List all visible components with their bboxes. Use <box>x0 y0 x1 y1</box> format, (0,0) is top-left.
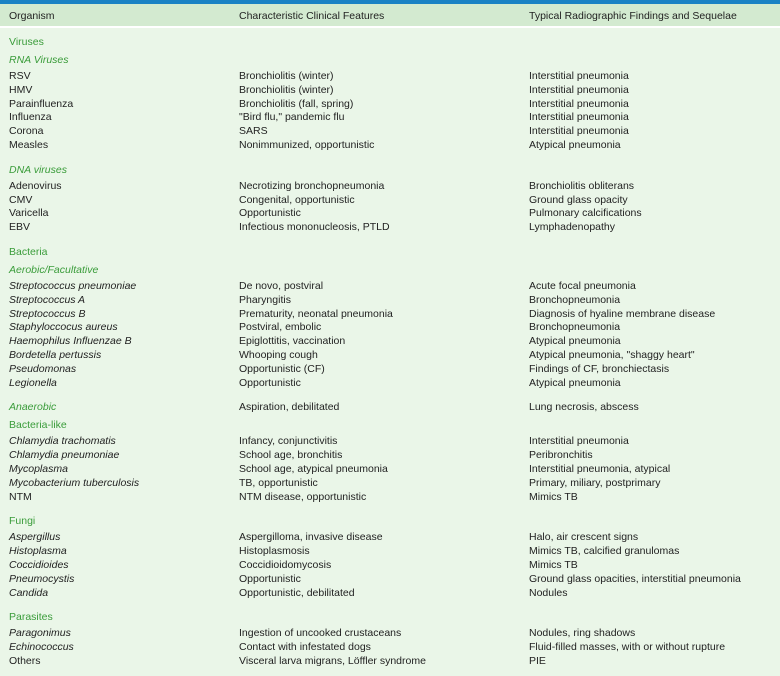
clinical-features-cell: Aspiration, debilitated <box>239 401 340 414</box>
organism-cell: Influenza <box>9 111 52 124</box>
organism-cell: DNA viruses <box>9 163 67 176</box>
organism-cell: Pneumocystis <box>9 572 75 585</box>
radiographic-findings-cell: Mimics TB, calcified granulomas <box>529 545 680 558</box>
subsection-heading <box>0 162 780 180</box>
clinical-features-cell: "Bird flu," pandemic flu <box>239 111 345 124</box>
organism-cell: Paragonimus <box>9 627 71 640</box>
table-row <box>0 463 780 477</box>
organism-cell: Parasites <box>9 611 53 624</box>
clinical-features-cell: Infectious mononucleosis, PTLD <box>239 221 390 234</box>
organism-cell: Corona <box>9 125 44 138</box>
radiographic-findings-cell: Bronchiolitis obliterans <box>529 179 635 192</box>
clinical-features-cell: De novo, postviral <box>239 279 324 292</box>
table-header <box>0 4 780 28</box>
header-organism: Organism <box>9 10 55 22</box>
table-row <box>0 84 780 98</box>
table-body <box>0 34 780 669</box>
clinical-features-cell: SARS <box>239 125 268 138</box>
organism-cell: Aspergillus <box>9 531 61 544</box>
radiographic-findings-cell: Interstitial pneumonia, atypical <box>529 462 671 475</box>
organism-cell: Coccidioides <box>9 558 69 571</box>
section-heading <box>0 417 780 435</box>
section-heading <box>0 34 780 52</box>
organism-cell: Bacteria <box>9 245 48 258</box>
clinical-features-cell: Opportunistic <box>239 207 301 220</box>
radiographic-findings-cell: Halo, air crescent signs <box>529 531 639 544</box>
clinical-features-cell: Opportunistic <box>239 376 301 389</box>
radiographic-findings-cell: Interstitial pneumonia <box>529 111 629 124</box>
table-row <box>0 207 780 221</box>
radiographic-findings-cell: Primary, miliary, postprimary <box>529 476 661 489</box>
clinical-features-cell: Ingestion of uncooked crustaceans <box>239 627 402 640</box>
organism-cell: Histoplasma <box>9 545 67 558</box>
subsection-heading <box>0 52 780 70</box>
organism-cell: Echinococcus <box>9 641 74 654</box>
table-row <box>0 139 780 153</box>
organism-cell: Legionella <box>9 376 57 389</box>
table-row <box>0 221 780 235</box>
table-row <box>0 559 780 573</box>
clinical-features-cell: Opportunistic <box>239 572 301 585</box>
radiographic-findings-cell: Findings of CF, bronchiectasis <box>529 362 670 375</box>
table-row <box>0 477 780 491</box>
radiographic-findings-cell: Atypical pneumonia <box>529 376 621 389</box>
radiographic-findings-cell: Interstitial pneumonia <box>529 125 629 138</box>
clinical-features-cell: School age, atypical pneumonia <box>239 462 388 475</box>
subsection-heading <box>0 262 780 280</box>
organism-cell: Streptococcus A <box>9 293 86 306</box>
table-row <box>0 308 780 322</box>
clinical-features-cell: Epiglottitis, vaccination <box>239 335 346 348</box>
radiographic-findings-cell: Diagnosis of hyaline membrane disease <box>529 307 716 320</box>
organism-cell: Streptococcus pneumoniae <box>9 279 137 292</box>
clinical-features-cell: Postviral, embolic <box>239 321 322 334</box>
clinical-features-cell: Bronchiolitis (winter) <box>239 70 334 82</box>
radiographic-findings-cell: Interstitial pneumonia <box>529 435 629 448</box>
radiographic-findings-cell: Fluid-filled masses, with or without rupture <box>529 641 726 654</box>
table-row <box>0 545 780 559</box>
organism-cell: Staphyloccocus aureus <box>9 321 118 334</box>
organism-cell: Candida <box>9 586 49 599</box>
organism-cell: RSV <box>9 70 31 82</box>
organism-cell: Anaerobic <box>9 401 57 414</box>
table-row <box>0 655 780 669</box>
radiographic-findings-cell: Nodules <box>529 586 568 599</box>
header-clinical-features: Characteristic Clinical Features <box>239 10 385 22</box>
table-row <box>0 587 780 601</box>
organism-cell: Fungi <box>9 515 36 528</box>
table-row <box>0 321 780 335</box>
radiographic-findings-cell: Mimics TB <box>529 490 578 503</box>
radiographic-findings-cell: Peribronchitis <box>529 449 593 462</box>
table-row <box>0 280 780 294</box>
organism-cell: Parainfluenza <box>9 97 74 110</box>
table-row <box>0 294 780 308</box>
table-row <box>0 449 780 463</box>
clinical-features-cell: Congenital, opportunistic <box>239 193 355 206</box>
clinical-features-cell: Necrotizing bronchopneumonia <box>239 179 385 192</box>
header-radiographic-findings: Typical Radiographic Findings and Sequelae <box>529 10 737 22</box>
table-row <box>0 627 780 641</box>
organism-cell: Streptococcus B <box>9 307 86 320</box>
organism-cell: Viruses <box>9 36 44 48</box>
organism-cell: Chlamydia pneumoniae <box>9 449 120 462</box>
organism-cell: NTM <box>9 490 32 503</box>
clinical-features-cell: Visceral larva migrans, Löffler syndrome <box>239 654 426 667</box>
clinical-features-cell: Whooping cough <box>239 348 318 361</box>
organism-cell: Aerobic/Facultative <box>9 263 99 276</box>
clinical-features-cell: Infancy, conjunctivitis <box>239 435 338 448</box>
table-row <box>0 491 780 505</box>
clinical-features-cell: Bronchiolitis (fall, spring) <box>239 97 354 110</box>
clinical-features-cell: Contact with infestated dogs <box>239 641 371 654</box>
radiographic-findings-cell: Bronchopneumonia <box>529 321 621 334</box>
clinical-features-cell: Histoplasmosis <box>239 545 310 558</box>
clinical-features-cell: Pharyngitis <box>239 293 291 306</box>
organism-cell: RNA Viruses <box>9 54 69 66</box>
organism-cell: Haemophilus Influenzae B <box>9 335 132 348</box>
organism-cell: Bacteria-like <box>9 419 67 432</box>
radiographic-findings-cell: Interstitial pneumonia <box>529 83 629 96</box>
organism-cell: Varicella <box>9 207 49 220</box>
radiographic-findings-cell: Pulmonary calcifications <box>529 207 642 220</box>
table-row <box>0 111 780 125</box>
table-row <box>0 363 780 377</box>
organism-cell: Measles <box>9 138 49 151</box>
organism-cell: EBV <box>9 221 31 234</box>
radiographic-findings-cell: Bronchopneumonia <box>529 293 621 306</box>
organism-cell: Adenovirus <box>9 179 62 192</box>
table-row <box>0 349 780 363</box>
radiographic-findings-cell: Ground glass opacities, interstitial pneumonia <box>529 572 741 585</box>
table-row <box>0 531 780 545</box>
radiographic-findings-cell: Atypical pneumonia <box>529 138 621 151</box>
table-row <box>0 641 780 655</box>
section-heading <box>0 513 780 531</box>
clinical-features-cell: Bronchiolitis (winter) <box>239 83 334 96</box>
subsection-heading <box>0 399 780 417</box>
table-row <box>0 435 780 449</box>
organism-cell: Bordetella pertussis <box>9 348 102 361</box>
organism-cell: CMV <box>9 193 33 206</box>
radiographic-findings-cell: PIE <box>529 654 546 667</box>
table-row <box>0 194 780 208</box>
radiographic-findings-cell: Ground glass opacity <box>529 193 628 206</box>
table-row <box>0 125 780 139</box>
organism-cell: Chlamydia trachomatis <box>9 435 116 448</box>
radiographic-findings-cell: Interstitial pneumonia <box>529 97 629 110</box>
radiographic-findings-cell: Lymphadenopathy <box>529 221 616 234</box>
clinical-features-cell: School age, bronchitis <box>239 449 343 462</box>
section-heading <box>0 609 780 627</box>
radiographic-findings-cell: Lung necrosis, abscess <box>529 401 639 414</box>
radiographic-findings-cell: Mimics TB <box>529 558 578 571</box>
table-row <box>0 377 780 391</box>
clinical-features-cell: Prematurity, neonatal pneumonia <box>239 307 393 320</box>
radiographic-findings-cell: Interstitial pneumonia <box>529 70 629 82</box>
table-row <box>0 335 780 349</box>
section-heading <box>0 244 780 262</box>
organism-cell: Others <box>9 654 41 667</box>
table-row <box>0 573 780 587</box>
clinical-features-cell: Aspergilloma, invasive disease <box>239 531 383 544</box>
radiographic-findings-cell: Acute focal pneumonia <box>529 279 636 292</box>
clinical-features-cell: Opportunistic (CF) <box>239 362 325 375</box>
clinical-features-cell: NTM disease, opportunistic <box>239 490 367 503</box>
clinical-features-cell: Coccidioidomycosis <box>239 558 332 571</box>
radiographic-findings-cell: Nodules, ring shadows <box>529 627 636 640</box>
organism-cell: Mycoplasma <box>9 462 68 475</box>
organism-cell: Pseudomonas <box>9 362 77 375</box>
clinical-features-cell: Nonimmunized, opportunistic <box>239 138 375 151</box>
table-row <box>0 180 780 194</box>
organism-cell: Mycobacterium tuberculosis <box>9 476 140 489</box>
organism-cell: HMV <box>9 83 33 96</box>
radiographic-findings-cell: Atypical pneumonia, "shaggy heart" <box>529 348 695 361</box>
clinical-features-cell: TB, opportunistic <box>239 476 318 489</box>
radiographic-findings-cell: Atypical pneumonia <box>529 335 621 348</box>
table-row <box>0 98 780 112</box>
clinical-features-cell: Opportunistic, debilitated <box>239 586 355 599</box>
table-row <box>0 70 780 84</box>
